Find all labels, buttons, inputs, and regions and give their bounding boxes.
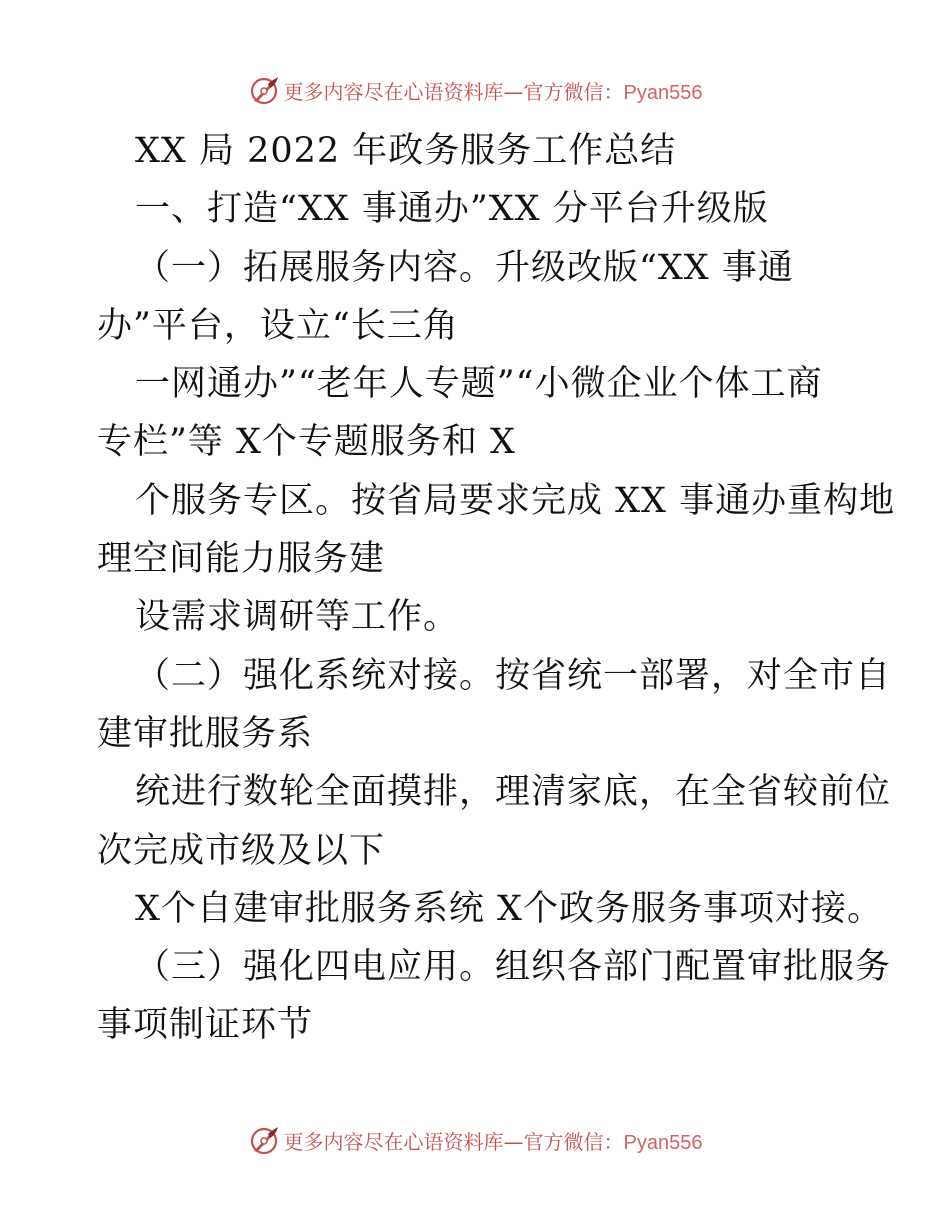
document-line: XX 局 2022 年政务服务工作总结 xyxy=(135,131,677,171)
banner-dash: — xyxy=(503,1129,524,1154)
wechat-id: Pyan556 xyxy=(623,81,703,104)
quill-pen-logo-icon xyxy=(248,74,280,106)
header-banner-text xyxy=(284,76,703,105)
document-line: 建审批服务系 xyxy=(97,713,314,754)
document-line: （二）强化系统对接。按省统一部署，对全市自 xyxy=(135,655,892,696)
document-line: 事项制证环节 xyxy=(97,1005,314,1046)
document-body xyxy=(97,122,896,1055)
document-line: 设需求调研等工作。 xyxy=(135,597,460,638)
banner-dash: — xyxy=(503,79,524,104)
wechat-id: Pyan556 xyxy=(623,1131,703,1154)
document-line: 专栏”等 X个专题服务和 X xyxy=(97,422,516,463)
document-line: （三）强化四电应用。组织各部门配置审批服务 xyxy=(135,947,892,988)
banner-tagline: 更多内容尽在心语资料库 xyxy=(283,1129,504,1154)
document-line: 一网通办”“老年人专题”“小微企业个体工商 xyxy=(135,364,823,405)
wechat-label: 官方微信： xyxy=(523,1129,624,1154)
document-line: X个自建审批服务系统 X个政务服务事项对接。 xyxy=(135,888,883,929)
document-line: 次完成市级及以下 xyxy=(97,830,386,871)
banner-tagline: 更多内容尽在心语资料库 xyxy=(283,79,504,104)
document-line: （一）拓展服务内容。升级改版“XX 事通 xyxy=(135,247,794,288)
footer-banner-text xyxy=(284,1126,703,1155)
header-banner xyxy=(0,70,950,110)
footer-banner xyxy=(0,1120,950,1160)
document-line: 理空间能力服务建 xyxy=(97,539,386,580)
document-line: 个服务专区。按省局要求完成 XX 事通办重构地 xyxy=(135,480,896,521)
document-line: 统进行数轮全面摸排，理清家底，在全省较前位 xyxy=(135,772,892,813)
document-line: 一、打造“XX 事通办”XX 分平台升级版 xyxy=(135,189,769,230)
document-line: 办”平台，设立“长三角 xyxy=(97,305,459,346)
wechat-label: 官方微信： xyxy=(523,79,624,104)
quill-pen-logo-icon xyxy=(248,1124,280,1156)
